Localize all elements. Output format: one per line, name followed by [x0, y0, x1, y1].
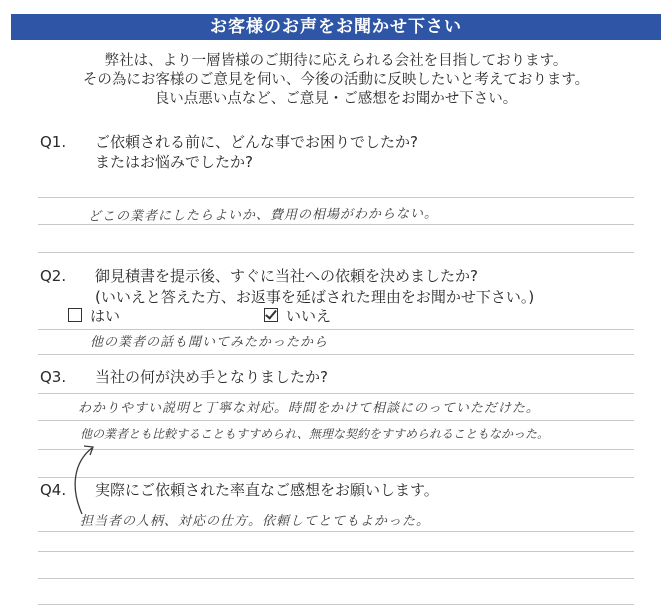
option-no-label: いいえ: [286, 307, 332, 325]
question-4-text: 実際にご依頼された率直なご感想をお願いします。: [95, 481, 439, 499]
answer-line: [38, 578, 634, 579]
yes-checkbox[interactable]: [68, 308, 82, 322]
question-1-text-line-2: またはお悩みでしたか?: [95, 153, 253, 171]
answer-line: [38, 604, 634, 605]
answer-line: [38, 477, 634, 478]
intro-line-3: 良い点悪い点など、ご意見・ご感想をお聞かせ下さい。: [154, 91, 518, 107]
intro-line-2: その為にお客様のご意見を伺い、今後の活動に反映したいと考えております。: [82, 72, 590, 88]
option-yes-label: はい: [90, 307, 121, 325]
question-3-answer-line-1: わかりやすい説明と丁寧な対応。時間をかけて相談にのっていただけた。: [78, 401, 540, 416]
question-2-text-line-2: (いいえと答えた方、お返事を延ばされた理由をお聞かせ下さい。): [95, 288, 535, 306]
question-4: [40, 480, 439, 500]
form-title: お客様のお声をお聞かせ下さい: [11, 14, 661, 40]
answer-line: [38, 531, 634, 532]
question-1: [40, 132, 418, 152]
question-1-answer: どこの業者にしたらよいか、費用の相場がわからない。: [87, 206, 439, 225]
question-2-text: 御見積書を提示後、すぐに当社への依頼を決めましたか?: [95, 267, 478, 285]
answer-line: [38, 329, 634, 330]
answer-line: [38, 420, 634, 421]
answer-line: [38, 354, 634, 355]
answer-line: [38, 449, 634, 450]
question-2: [40, 266, 478, 286]
answer-line: [38, 197, 634, 198]
option-yes[interactable]: [68, 305, 120, 326]
answer-line: [38, 252, 634, 253]
question-3-text: 当社の何が決め手となりましたか?: [95, 368, 328, 386]
option-no[interactable]: [264, 305, 331, 326]
no-checkbox[interactable]: [264, 308, 278, 322]
question-4-number: Q4.: [40, 481, 67, 499]
answer-line: [38, 224, 634, 225]
answer-line: [38, 551, 634, 552]
question-1-number: Q1.: [40, 133, 67, 151]
answer-line: [38, 393, 634, 394]
question-2-answer: 他の業者の話も聞いてみたかったから: [90, 335, 329, 350]
question-3-number: Q3.: [40, 368, 67, 386]
question-3-answer-line-2: 他の業者とも比較することもすすめられ、無理な契約をすすめられることもなかった。: [80, 427, 549, 441]
intro-line-1: 弊社は、より一層皆様のご期待に応えられる会社を目指しております。: [104, 53, 568, 69]
question-1-text: ご依頼される前に、どんな事でお困りでしたか?: [95, 133, 418, 151]
question-2-number: Q2.: [40, 267, 67, 285]
question-4-answer: 担当者の人柄、対応の仕方。依頼してとてもよかった。: [80, 514, 431, 529]
question-3: [40, 367, 328, 387]
